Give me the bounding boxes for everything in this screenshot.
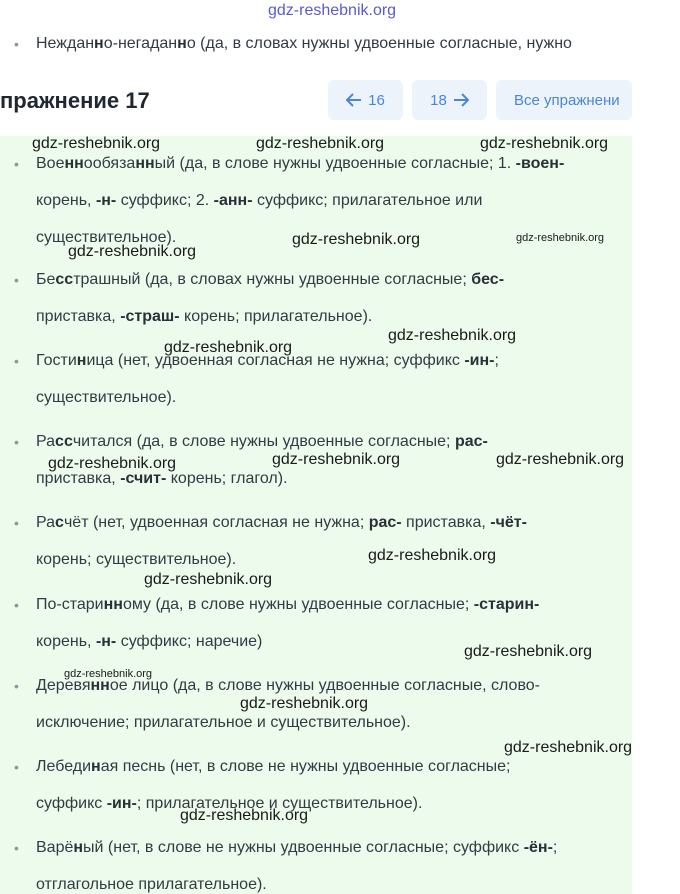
bullet-icon: •	[14, 272, 19, 288]
list-item-line: приставка, -счит- корень; глагол).	[36, 470, 288, 487]
watermark: gdz-reshebnik.org	[480, 135, 609, 152]
watermark: gdz-reshebnik.org	[68, 243, 197, 260]
list-item-line: суффикс -ин-; прилагательное и существительное).	[36, 795, 423, 812]
watermark: gdz-reshebnik.org	[256, 135, 385, 152]
list-item-line: Военнообязанный (да, в слове нужны удвоенные согласные; 1. -воен-	[36, 155, 565, 172]
arrow-right-icon	[453, 93, 469, 107]
list-item-line: исключение; прилагательное и существительное).	[36, 714, 411, 731]
bullet-icon: •	[14, 156, 19, 172]
bullet-icon: •	[14, 759, 19, 775]
next-exercise-label: 18	[430, 91, 447, 109]
watermark: gdz-reshebnik.org	[164, 339, 293, 356]
list-item-line: Гостиница (нет, удвоенная согласная не нужна; суффикс -ин-;	[36, 352, 499, 369]
all-exercises-button[interactable]	[496, 80, 632, 120]
watermark: gdz-reshebnik.org	[48, 455, 177, 472]
prev-exercise-button[interactable]	[328, 80, 403, 120]
watermark: gdz-reshebnik.org	[272, 451, 401, 468]
watermark: gdz-reshebnik.org	[144, 571, 273, 588]
watermark: gdz-reshebnik.org	[504, 739, 633, 756]
list-item-line: приставка, -страш- корень; прилагательное).	[36, 308, 373, 325]
bullet-icon: •	[14, 36, 19, 52]
list-item-line: Лебединая песнь (нет, в слове не нужны удвоенные согласные;	[36, 758, 511, 775]
list-item-line: существительное).	[36, 229, 177, 246]
watermark: gdz-reshebnik.org	[32, 135, 161, 152]
list-item-line: По-старинному (да, в слове нужны удвоенные согласные; -старин-	[36, 596, 540, 613]
watermark: gdz-reshebnik.org	[292, 231, 421, 248]
prev-exercise-label: 16	[368, 91, 385, 109]
bullet-icon: •	[14, 597, 19, 613]
list-item-line: существительное).	[36, 389, 177, 406]
next-exercise-button[interactable]	[412, 80, 487, 120]
list-item-line: Рассчитался (да, в слове нужны удвоенные согласные; рас-	[36, 433, 488, 450]
arrow-left-icon	[346, 93, 362, 107]
watermark: gdz-reshebnik.org	[268, 2, 397, 19]
all-exercises-label: Все упражнени	[514, 91, 620, 109]
watermark: gdz-reshebnik.org	[368, 547, 497, 564]
list-item-line: Варёный (нет, в слове не нужны удвоенные согласные; суффикс -ён-;	[36, 839, 558, 856]
list-item-line: Деревянное лицо (да, в слове нужны удвоенные согласные, слово-	[36, 677, 540, 694]
watermark: gdz-reshebnik.org	[464, 643, 593, 660]
bullet-icon: •	[14, 434, 19, 450]
list-item-line: Бесстрашный (да, в словах нужны удвоенные согласные; бес-	[36, 271, 505, 288]
watermark: gdz-reshebnik.org	[64, 668, 153, 680]
list-item-line: отглагольное прилагательное).	[36, 876, 267, 893]
list-item-line: корень, -н- суффикс; наречие)	[36, 633, 263, 650]
list-item-line: корень; существительное).	[36, 551, 237, 568]
list-item-text: Нежданно-негаданно (да, в словах нужны удвоенные согласные, нужно	[36, 35, 572, 52]
list-item-line: Расчёт (нет, удвоенная согласная не нужна; рас- приставка, -чёт-	[36, 514, 527, 531]
bullet-icon: •	[14, 515, 19, 531]
list-item-line: корень, -н- суффикс; 2. -анн- суффикс; прилагательное или	[36, 192, 483, 209]
watermark: gdz-reshebnik.org	[388, 327, 517, 344]
bullet-icon: •	[14, 678, 19, 694]
bullet-icon: •	[14, 353, 19, 369]
watermark: gdz-reshebnik.org	[240, 695, 369, 712]
page-title: пражнение 17	[0, 88, 150, 113]
watermark: gdz-reshebnik.org	[180, 807, 309, 824]
bullet-icon: •	[14, 840, 19, 856]
watermark: gdz-reshebnik.org	[496, 451, 625, 468]
watermark: gdz-reshebnik.org	[516, 232, 605, 244]
